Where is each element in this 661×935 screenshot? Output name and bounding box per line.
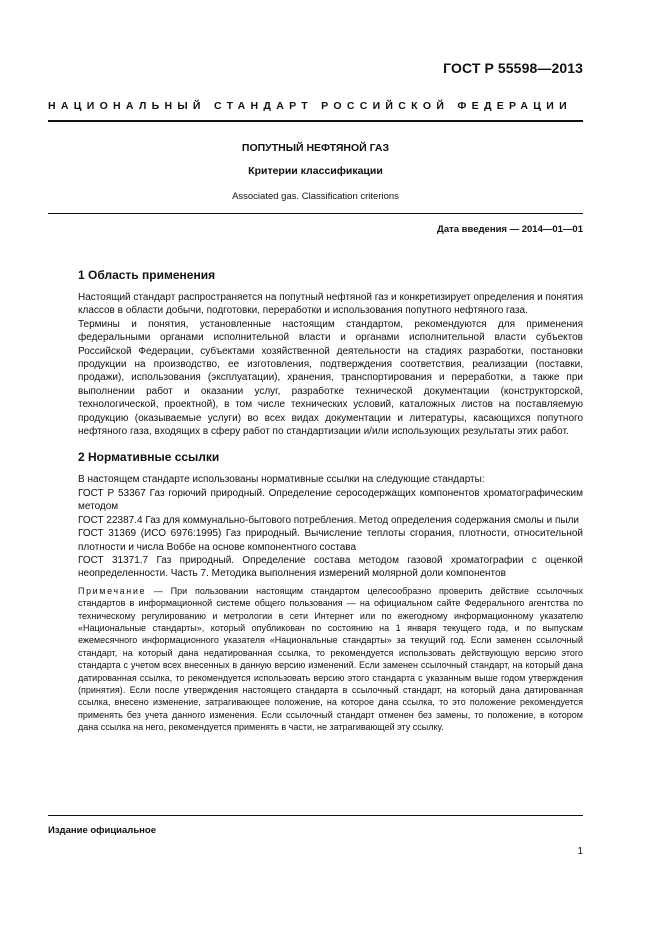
document-subtitle: Критерии классификации [248, 165, 383, 177]
paragraph: Настоящий стандарт распространяется на попутный нефтяной газ и конкретизирует определения и понятия классов в области добычи, подготовки, переработки и использования попутного нефтяного газа. [78, 292, 583, 317]
footer-rule [48, 815, 583, 816]
document-title: ПОПУТНЫЙ НЕФТЯНОЙ ГАЗ [241, 142, 390, 154]
reference-item: ГОСТ 22387.4 Газ для коммунально-бытового потребления. Метод определения содержания смолы и пыли [78, 514, 580, 526]
reference-item: ГОСТ Р 53367 Газ горючий природный. Определение серосодержащих компонентов хроматографическим методом [78, 487, 583, 513]
introduction-date: Дата введения — 2014—01—01 [437, 224, 583, 235]
header-rule [48, 120, 583, 122]
document-body [78, 268, 583, 734]
section-scope [78, 268, 583, 438]
national-standard-banner: НАЦИОНАЛЬНЫЙ СТАНДАРТ РОССИЙСКОЙ ФЕДЕРАЦИИ [48, 100, 572, 112]
note [78, 585, 583, 734]
english-title: Associated gas. Classification criterions [232, 191, 399, 202]
note-label: Примечание [78, 585, 147, 596]
section-normative-references [78, 450, 583, 733]
paragraph: Термины и понятия, установленные настоящим стандартом, рекомендуются для применения федеральными органами исполнительной власти и органами исполнительной власти субъектов Российской Федерации, субъектами хозяйственной деятельности на стадиях разработки, постановки продукции на производство, ее изготовления, подтверждения соответствия, реализации (поставки, продажи), использования (эксплуатации), хранения, транспортирования и переработки, а также при выполнении работ и оказании услуг, разработке технической документации (конструкторской, технологической, проектной), в том числе технических условий, каталожных листов на поставляемую продукцию (оказываемые услуги) во всех видах документации и литературы, касающихся попутного нефтяного газа, входящих в сферу работ по стандартизации и/или использующих результаты этих работ. [78, 318, 583, 438]
section-heading: 2 Нормативные ссылки [78, 450, 220, 465]
title-rule [48, 213, 583, 214]
reference-item: ГОСТ 31371.7 Газ природный. Определение состава методом газовой хроматографии с оценкой неопределенности. Часть 7. Методика выполнения измерений молярной доли компонентов [78, 554, 583, 580]
section-heading: 1 Область применения [78, 268, 216, 282]
document-code: ГОСТ Р 55598—2013 [443, 60, 583, 76]
edition-label: Издание официальное [48, 825, 156, 836]
page-number: 1 [577, 846, 583, 857]
reference-item: ГОСТ 31369 (ИСО 6976:1995) Газ природный. Вычисление теплоты сгорания, плотности, относительной плотности и числа Воббе на основе компонентного состава [78, 528, 583, 553]
paragraph: В настоящем стандарте использованы нормативные ссылки на следующие стандарты: [78, 474, 485, 486]
note-text: — При пользовании настоящим стандартом целесообразно проверить действие ссылочных стандартов в информационной системе общего пользования — на официальном сайте Федерального агентства по техническому регулированию и метрологии в сети Интернет или по ежегодному информационному указателю «Национальные стандарты», который опубликован по состоянию на 1 января текущего года, и по выпускам ежемесячного информационного указателя «Национальные стандарты» за текущий год. Если заменен ссылочный стандарт, на который дана недатированная ссылка, то рекомендуется использовать действующую версию этого стандарта с учетом всех внесенных в данную версию изменений. Если заменен ссылочный стандарт, на который дана датированная ссылка, то рекомендуется использовать версию этого стандарта с указанным выше годом утверждения (принятия). Если после утверждения настоящего стандарта в ссылочный стандарт, на который дана датированная ссылка, внесено изменение, затрагивающее положение, на которое дана ссылка, то это положение рекомендуется применять без учета данного изменения. Если ссылочный стандарт отменен без замены, то положение, в котором дана ссылка на него, рекомендуется применять в части, не затрагивающей эту ссылку. [78, 585, 583, 733]
